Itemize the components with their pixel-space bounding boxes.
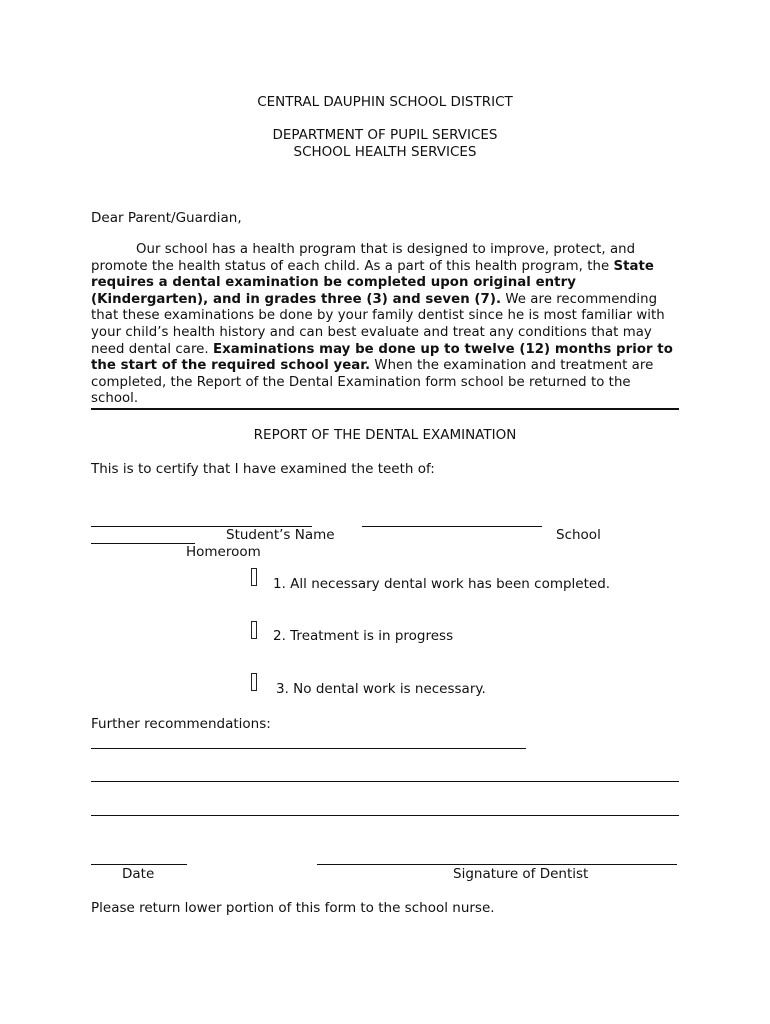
- option-2-label: 2. Treatment is in progress: [273, 628, 454, 644]
- certify-text: This is to certify that I have examined the teeth of:: [91, 461, 435, 477]
- option-2-checkbox[interactable]: [251, 621, 257, 639]
- option-3-label: 3. No dental work is necessary.: [276, 681, 486, 697]
- district-name: CENTRAL DAUPHIN SCHOOL DISTRICT: [257, 94, 513, 110]
- services-name: SCHOOL HEALTH SERVICES: [293, 144, 477, 160]
- further-recommendations-label: Further recommendations:: [91, 716, 271, 732]
- option-3-checkbox[interactable]: [251, 673, 257, 691]
- letter-body: [91, 242, 679, 408]
- date-line[interactable]: [91, 864, 187, 865]
- recommendation-line-3[interactable]: [91, 815, 679, 816]
- return-note: Please return lower portion of this form to the school nurse.: [91, 900, 495, 916]
- section-divider: [91, 408, 679, 410]
- recommendation-line-1[interactable]: [91, 748, 526, 749]
- date-label: Date: [122, 866, 155, 882]
- school-line[interactable]: [362, 526, 542, 527]
- signature-line[interactable]: [317, 864, 677, 865]
- recommendation-line-2[interactable]: [91, 781, 679, 782]
- letter-text-3: When the examination and treatment are completed, the Report of the Dental Examination form school be returned to the school.: [91, 358, 654, 407]
- student-name-label: Student’s Name: [226, 527, 335, 543]
- letter-text-2: We are recommending that these examinations be done by your family dentist since he is most familiar with your child’s health history and can best evaluate and treat any conditions that may need dental care.: [91, 291, 665, 357]
- letter-text-1: Our school has a health program that is designed to improve, protect, and promote the health status of each child. As a part of this health program, the: [91, 242, 636, 274]
- department-name: DEPARTMENT OF PUPIL SERVICES: [272, 127, 498, 143]
- letter-bold-1: State requires a dental examination be completed upon original entry (Kindergarten), and in grades three (3) and seven (7).: [91, 258, 654, 307]
- signature-label: Signature of Dentist: [453, 866, 589, 882]
- report-title: REPORT OF THE DENTAL EXAMINATION: [253, 427, 517, 443]
- option-1-label: 1. All necessary dental work has been completed.: [273, 576, 611, 592]
- salutation: Dear Parent/Guardian,: [91, 210, 242, 226]
- homeroom-line[interactable]: [91, 543, 195, 544]
- letter-bold-2: Examinations may be done up to twelve (12) months prior to the start of the required school year.: [91, 341, 673, 374]
- option-1-checkbox[interactable]: [251, 568, 257, 586]
- homeroom-label: Homeroom: [186, 544, 261, 560]
- school-label: School: [556, 527, 601, 543]
